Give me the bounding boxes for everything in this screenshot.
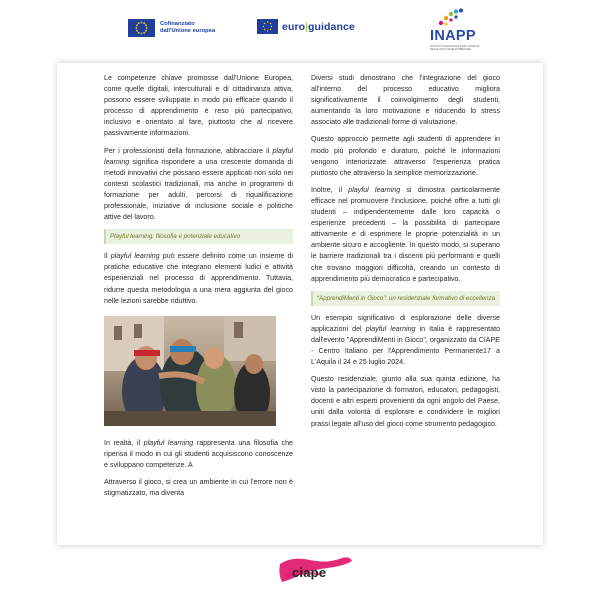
eu-logo-line-1: Cofinanziato [160,21,195,27]
event-photo-image [104,316,276,426]
page-bottom-fade [57,527,543,545]
document-page [57,63,543,545]
eu-logo-line-2: dall'Unione europea [160,28,216,34]
left-paragraph-4 [104,438,293,471]
left-paragraph-1: Le competenze chiave promosse dall'Unione Europea, come quelle digitali, interculturali e di cittadinanza attiva, possono essere sviluppate in modo più efficace quando il processo di apprendimento è reso più partecipativo, inclusivo e orientato al fare, piuttosto che al ricevere passivamente informazioni. [104,74,293,138]
text-span: in Italia è rappresentato dall'evento "ApprendiMenti in Gioco", organizzato da CIAPE - Centro Italiano per l'Apprendimento Permanente17 a L'Aquila il 24 e 25 luglio 2024. [311,324,501,367]
inapp-logo [430,8,494,54]
emphasis: playful learning [348,185,401,194]
inapp-subtitle: ISTITUTO NAZIONALE PER L'ANALISI DELLE POLITICHE PUBBLICHE [430,44,480,52]
header-logos [0,0,600,62]
euroguidance-logo [257,19,355,34]
right-paragraph-4 [311,313,500,368]
emphasis: playful learning [104,146,293,166]
text-span: Inoltre, il [311,185,349,194]
euroguidance-separator: | [305,20,308,33]
right-paragraph-1: Diversi studi dimostrano che l'integrazione del gioco all'interno del processo educativo migliora significativamente il coinvolgimento degli studenti, aumentando la loro motivazione e riducendo lo stress associato alle tradizionali forme di valutazione. [311,74,500,127]
right-paragraph-5: Questo residenziale, giunto alla sua quinta edizione, ha visto la partecipazione di formatori, educatori, pedagogisti, docenti e altri esperti provenienti da ogni angolo del Paese, uniti dalla volontà di esplorare e condividere le migliori prassi legate all'uso del gioco come strumento pedagogico. [311,375,500,428]
right-paragraph-2: Questo approccio permette agli studenti di apprendere in modo più profondo e duraturo, poiché le informazioni vengono interiorizzate attraverso l'esperienza pratica piuttosto che attraverso la semplice memorizzazione. [311,135,500,177]
euroguidance-part-2: guidance [307,20,355,33]
text-span: Per i professionisti della formazione, abbracciare il [104,146,273,155]
text-span: In realtà, il [104,438,144,447]
left-paragraph-3 [104,251,293,306]
right-paragraph-3 [311,185,500,285]
emphasis: playful learning [365,324,416,333]
left-paragraph-2 [104,146,293,224]
text-span: Il [104,252,111,261]
text-span: significa rispondere a una crescente domanda di metodi innovativi che possano essere applicati non solo nei contesti scolastici tradizionali, ma anche in programmi di formazione per adulti, percorsi di riqualificazione professionale, iniziative di inclusione sociale e politiche attive del lavoro. [104,157,293,222]
text-span: si dimostra particolarmente efficace nel promuovere l'inclusione, poiché offre a tutti gli studenti – indipendentemente dalle loro capacità o esperienze precedenti – la possibilità di partecipare attivamente e di esprimere le proprie potenzialità in un ambiente sicuro e accogliente. In questo modo, si superano le barriere tradizionali tra i discenti più performanti e quelli che trovano maggiori difficoltà, creando un contesto di apprendimento più democratico e partecipativo. [311,185,500,283]
eu-flag-icon [128,19,155,37]
text-span: Un esempio significativo di esplorazione delle diverse applicazioni del [311,313,500,333]
euroguidance-part-1: euro [282,20,306,33]
euroguidance-flag-icon [257,19,278,34]
text-span: può essere definito come un insieme di pratiche educative che integrano elementi ludici e attività esperienziali nel processo di apprendimento. Tuttavia, ridurre questa metodologia a una mera aggiunta del gioco nelle lezioni sarebbe riduttivo. [104,252,294,305]
eu-logo-text [160,21,215,35]
ciape-wordmark: ciape [292,565,327,580]
left-column [104,73,293,505]
right-column [311,73,500,436]
section-heading-apprendimenti: “ApprendiMenti in Gioco”: un residenziale formativo di eccellenza [311,291,500,306]
section-heading-playful-learning: Playful learning: filosofia e potenziale educativo [104,229,293,244]
left-paragraph-5: Attraverso il gioco, si crea un ambiente in cui l'errore non è stigmatizzato, ma diventa [104,477,293,498]
event-photo [104,316,276,426]
emphasis: playful learning [143,438,194,447]
euroguidance-wordmark [282,21,355,33]
inapp-dots-icon [438,8,464,28]
ciape-logo [272,552,356,586]
eu-cofunded-logo [128,19,215,37]
text-span: rappresenta una filosofia che ripensa il modo in cui gli studenti acquisiscono conoscenze e sviluppano competenze. A [104,438,293,469]
inapp-name: INAPP [430,28,476,44]
emphasis: playful learning [110,252,160,261]
